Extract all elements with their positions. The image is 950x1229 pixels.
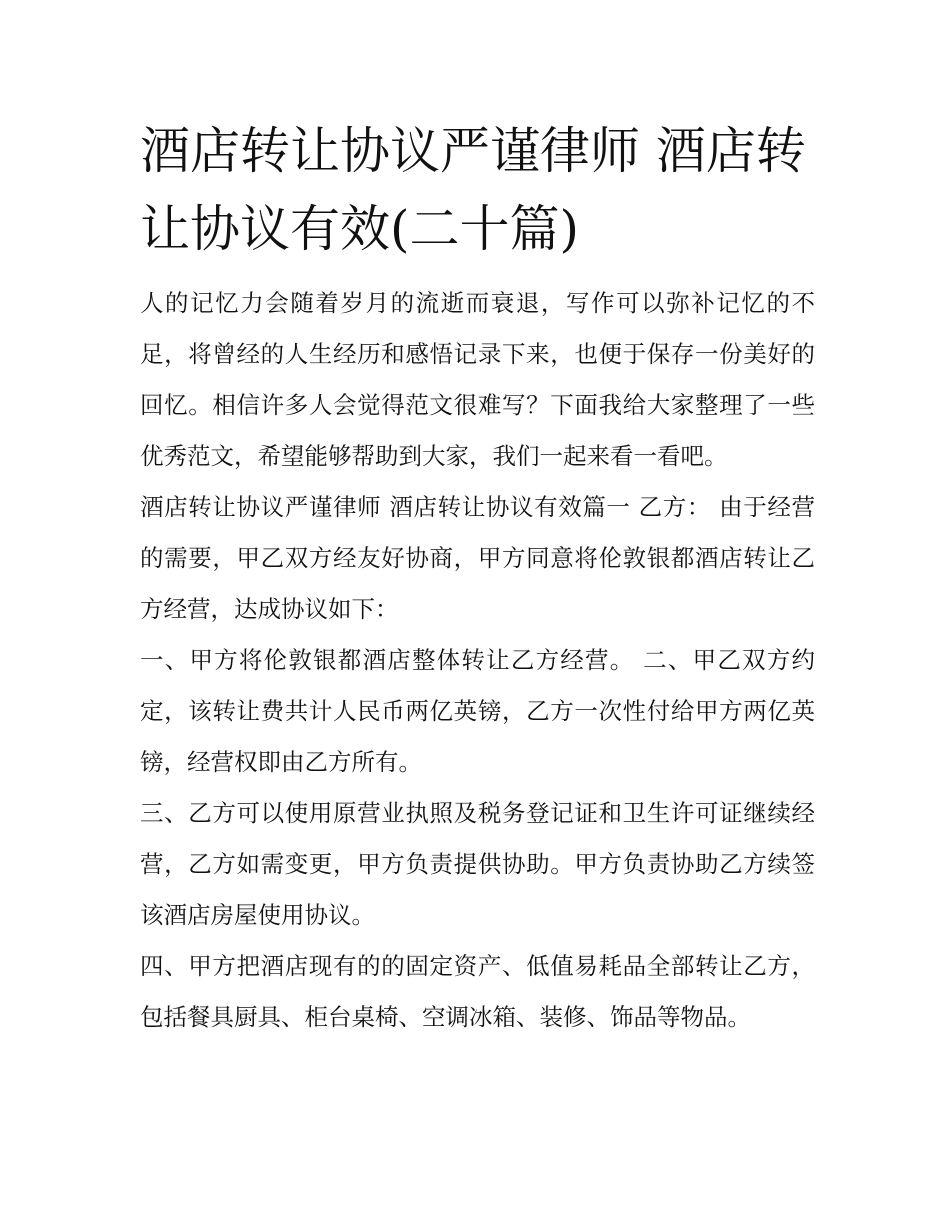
- document-body: [140, 278, 815, 1043]
- paragraph-clause-4: 四、甲方把酒店现有的的固定资产、低值易耗品全部转让乙方，包括餐具厨具、柜台桌椅、空调冰箱、装修、饰品等物品。: [140, 952, 815, 1031]
- document-title: 酒店转让协议严谨律师 酒店转让协议有效(二十篇): [140, 122, 806, 258]
- paragraph-intro: 人的记忆力会随着岁月的流逝而衰退，写作可以弥补记忆的不足，将曾经的人生经历和感悟记录下来，也便于保存一份美好的回忆。相信许多人会觉得范文很难写？下面我给大家整理了一些优秀范文，希望能够帮助到大家，我们一起来看一看吧。: [140, 289, 815, 470]
- paragraph-clause-3: 三、乙方可以使用原营业执照及税务登记证和卫生许可证继续经营，乙方如需变更，甲方负责提供协助。甲方负责协助乙方续签该酒店房屋使用协议。: [140, 799, 815, 929]
- paragraph-clause-1-2: 一、甲方将伦敦银都酒店整体转让乙方经营。 二、甲乙双方约定，该转让费共计人民币两亿英镑，乙方一次性付给甲方两亿英镑，经营权即由乙方所有。: [140, 646, 815, 776]
- paragraph-preamble: 酒店转让协议严谨律师 酒店转让协议有效篇一 乙方： 由于经营的需要，甲乙双方经友好协商，甲方同意将伦敦银都酒店转让乙方经营，达成协议如下：: [140, 493, 815, 623]
